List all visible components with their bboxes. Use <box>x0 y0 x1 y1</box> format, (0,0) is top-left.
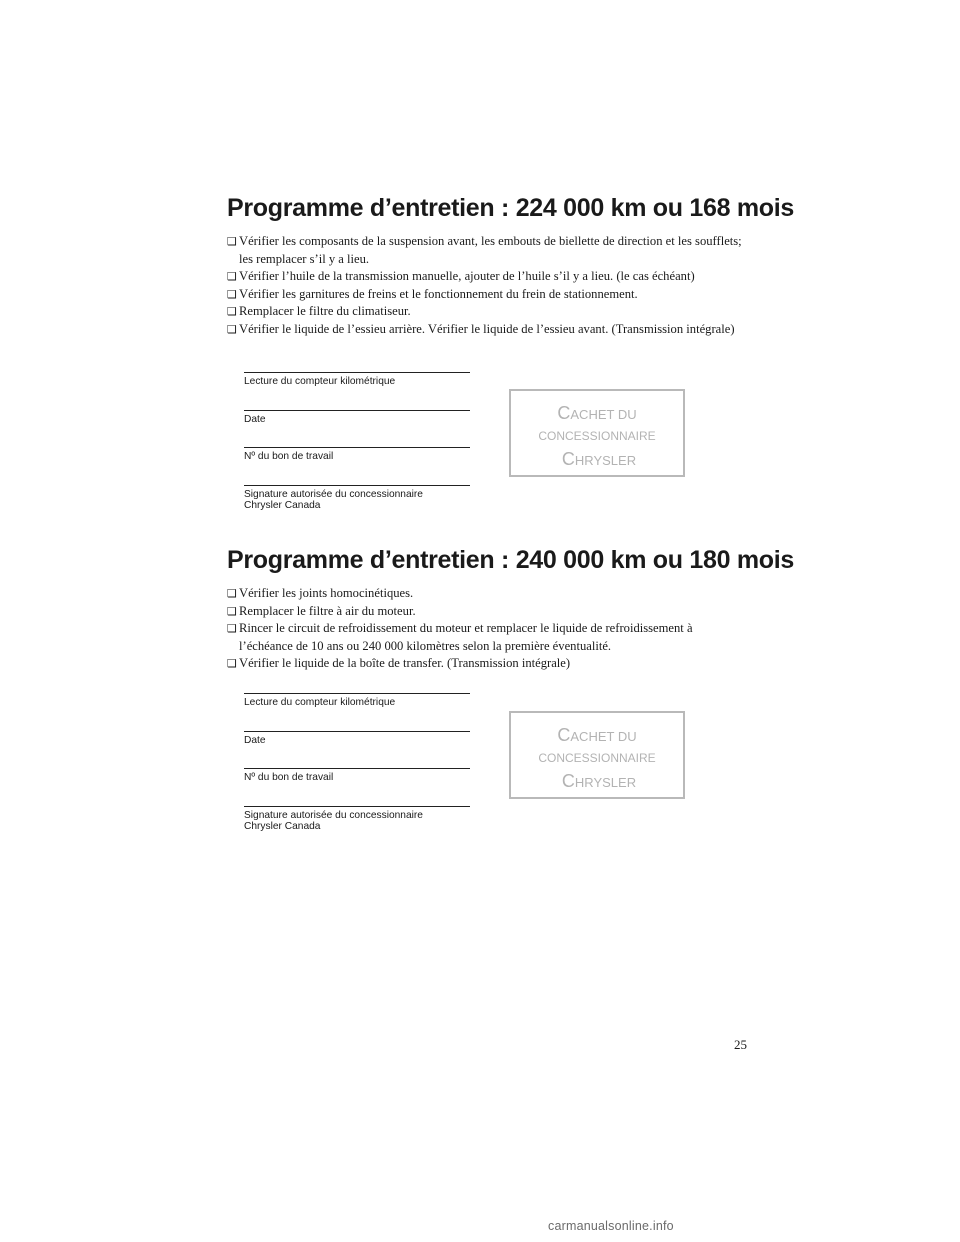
checkbox-icon[interactable]: ❑ <box>227 604 237 618</box>
dealer-signature-field[interactable] <box>244 806 470 832</box>
checklist-item: ❑ Vérifier les composants de la suspension avant, les embouts de biellette de direction et les soufflets; les remplacer s’il y a lieu. <box>227 234 742 266</box>
checkbox-icon[interactable]: ❑ <box>227 622 237 636</box>
date-field[interactable] <box>244 731 470 746</box>
maintenance-section-1 <box>227 193 794 339</box>
signature-line <box>244 731 470 732</box>
date-field[interactable] <box>244 410 470 425</box>
section-title: Programme d’entretien : 224 000 km ou 168 mois <box>227 194 794 222</box>
work-order-label: Nº du bon de travail <box>244 451 334 462</box>
checklist <box>227 585 747 673</box>
work-order-field[interactable] <box>244 447 470 462</box>
odometer-label: Lecture du compteur kilométrique <box>244 376 396 387</box>
dealer-stamp-box: CACHET DU CONCESSIONNAIRE CHRYSLER <box>509 711 685 799</box>
odometer-field[interactable] <box>244 693 470 708</box>
section-title: Programme d’entretien : 240 000 km ou 180 mois <box>227 546 794 574</box>
checklist-item: ❑ Rincer le circuit de refroidissement du moteur et remplacer le liquide de refroidissement à l’échéance de 10 ans ou 240 000 kilomètres selon la première éventualité. <box>227 621 693 653</box>
dealer-stamp-box: CACHET DU CONCESSIONNAIRE CHRYSLER <box>509 389 685 477</box>
signature-line <box>244 485 470 486</box>
checkbox-icon[interactable]: ❑ <box>227 305 237 319</box>
checklist-item: ❑ Vérifier l’huile de la transmission manuelle, ajouter de l’huile s’il y a lieu. (le cas échéant) <box>227 268 747 286</box>
checkbox-icon[interactable]: ❑ <box>227 657 237 671</box>
checklist-item: ❑ Vérifier les garnitures de freins et le fonctionnement du frein de stationnement. <box>227 286 747 304</box>
checkbox-icon[interactable]: ❑ <box>227 587 237 600</box>
watermark: carmanualsonline.info <box>548 1219 674 1233</box>
checklist-item: ❑ Vérifier le liquide de la boîte de transfer. (Transmission intégrale) <box>227 655 747 673</box>
signature-line <box>244 410 470 411</box>
checklist <box>227 233 747 339</box>
signature-line <box>244 693 470 694</box>
date-label: Date <box>244 735 266 746</box>
checklist-item: ❑ Remplacer le filtre du climatiseur. <box>227 303 747 321</box>
checkbox-icon[interactable]: ❑ <box>227 270 237 284</box>
checkbox-icon[interactable]: ❑ <box>227 235 237 248</box>
work-order-label: Nº du bon de travail <box>244 772 334 783</box>
signature-line <box>244 372 470 373</box>
date-label: Date <box>244 414 266 425</box>
odometer-field[interactable] <box>244 372 470 387</box>
dealer-signature-field[interactable] <box>244 485 470 511</box>
checklist-item: ❑ Remplacer le filtre à air du moteur. <box>227 603 747 621</box>
signature-line <box>244 768 470 769</box>
maintenance-section-2 <box>227 545 794 673</box>
signature-label: Signature autorisée du concessionnaire Chrysler Canada <box>244 810 423 832</box>
checkbox-icon[interactable]: ❑ <box>227 287 237 301</box>
checklist-item: ❑ Vérifier le liquide de l’essieu arrière. Vérifier le liquide de l’essieu avant. (Transmission intégrale) <box>227 321 747 339</box>
page-number: 25 <box>734 1037 747 1052</box>
checkbox-icon[interactable]: ❑ <box>227 322 237 336</box>
checklist-item: ❑ Vérifier les joints homocinétiques. <box>227 585 747 603</box>
odometer-label: Lecture du compteur kilométrique <box>244 697 396 708</box>
signature-line <box>244 447 470 448</box>
signature-line <box>244 806 470 807</box>
signature-label: Signature autorisée du concessionnaire Chrysler Canada <box>244 489 423 511</box>
work-order-field[interactable] <box>244 768 470 783</box>
